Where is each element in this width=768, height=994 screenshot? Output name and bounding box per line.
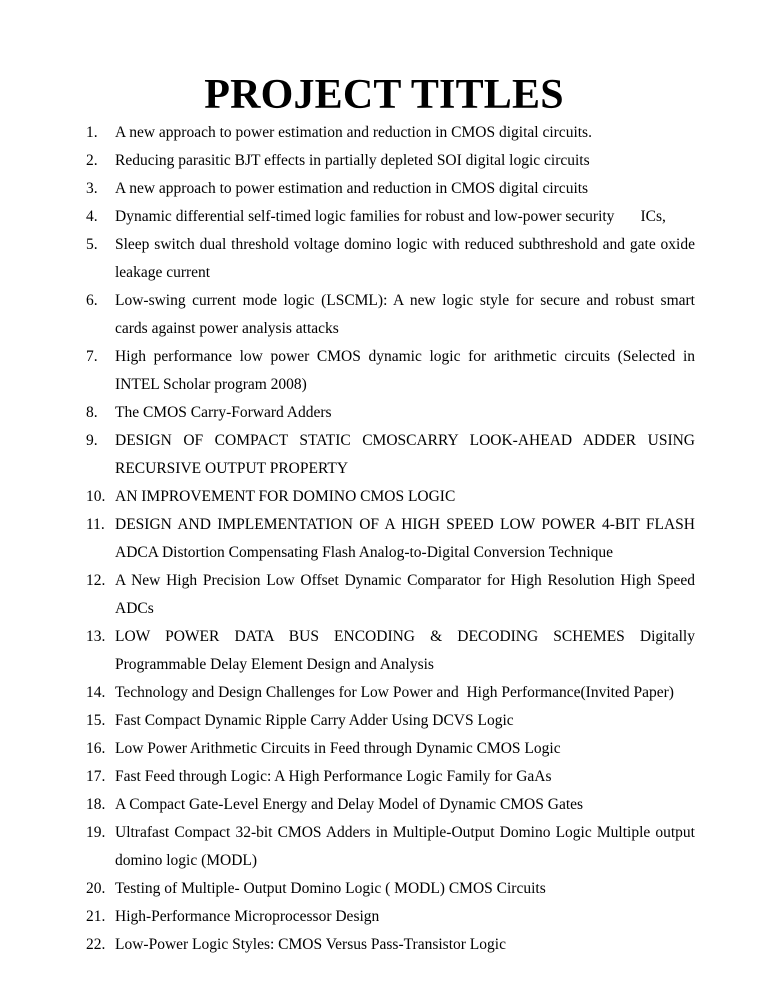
- item-number: 5.: [86, 236, 98, 253]
- item-text: A Compact Gate-Level Energy and Delay Model of Dynamic CMOS Gates: [115, 796, 584, 813]
- item-number: 8.: [86, 404, 98, 421]
- item-number: 3.: [86, 180, 98, 197]
- item-number: 20.: [86, 880, 106, 897]
- item-text: LOW POWER DATA BUS ENCODING & DECODING SCHEMES Digitally Programmable Delay Element Design and Analysis: [115, 628, 695, 673]
- list-item: [0, 679, 768, 707]
- item-number: 6.: [86, 292, 98, 309]
- item-text: Ultrafast Compact 32-bit CMOS Adders in Multiple-Output Domino Logic Multiple output domino logic (MODL): [115, 824, 695, 869]
- item-number: 11.: [86, 516, 105, 533]
- list-item: [0, 875, 768, 903]
- list-item: [0, 147, 768, 175]
- list-item: [0, 287, 768, 343]
- list-item: [0, 427, 768, 483]
- item-number: 16.: [86, 740, 106, 757]
- item-text: Technology and Design Challenges for Low Power and High Performance(Invited Paper): [115, 684, 674, 701]
- item-number: 2.: [86, 152, 98, 169]
- list-item: [0, 931, 768, 959]
- item-number: 15.: [86, 712, 106, 729]
- list-item: [0, 231, 768, 287]
- item-text: Reducing parasitic BJT effects in partially depleted SOI digital logic circuits: [115, 152, 590, 169]
- item-number: 7.: [86, 348, 98, 365]
- list-item: [0, 175, 768, 203]
- item-number: 1.: [86, 124, 98, 141]
- item-text: A new approach to power estimation and reduction in CMOS digital circuits: [115, 180, 589, 197]
- item-text: DESIGN AND IMPLEMENTATION OF A HIGH SPEED LOW POWER 4-BIT FLASH ADCA Distortion Compensating Flash Analog-to-Digital Conversion Technique: [115, 516, 695, 561]
- page-title: PROJECT TITLES: [204, 72, 564, 118]
- item-text: Fast Feed through Logic: A High Performance Logic Family for GaAs: [115, 768, 552, 785]
- item-text: Low Power Arithmetic Circuits in Feed through Dynamic CMOS Logic: [115, 740, 561, 757]
- list-item: [0, 791, 768, 819]
- item-number: 9.: [86, 432, 98, 449]
- list-item: [0, 735, 768, 763]
- item-text: AN IMPROVEMENT FOR DOMINO CMOS LOGIC: [115, 488, 456, 505]
- item-text: Low-swing current mode logic (LSCML): A new logic style for secure and robust smart cards against power analysis attacks: [115, 292, 695, 337]
- list-item: [0, 623, 768, 679]
- item-text: The CMOS Carry-Forward Adders: [115, 404, 332, 421]
- item-text: Sleep switch dual threshold voltage domino logic with reduced subthreshold and gate oxide leakage current: [115, 236, 695, 281]
- list-item: [0, 819, 768, 875]
- item-number: 12.: [86, 572, 106, 589]
- item-text: A New High Precision Low Offset Dynamic Comparator for High Resolution High Speed ADCs: [115, 572, 695, 617]
- item-text: DESIGN OF COMPACT STATIC CMOSCARRY LOOK-AHEAD ADDER USING RECURSIVE OUTPUT PROPERTY: [115, 432, 695, 477]
- item-text: A new approach to power estimation and reduction in CMOS digital circuits.: [115, 124, 592, 141]
- list-item: [0, 203, 768, 231]
- item-number: 4.: [86, 208, 98, 225]
- item-number: 13.: [86, 628, 106, 645]
- item-text: Testing of Multiple- Output Domino Logic ( MODL) CMOS Circuits: [115, 880, 546, 897]
- project-title-list: [0, 119, 768, 959]
- list-item: [0, 483, 768, 511]
- item-number: 10.: [86, 488, 106, 505]
- item-text: Low-Power Logic Styles: CMOS Versus Pass-Transistor Logic: [115, 936, 506, 953]
- list-item: [0, 119, 768, 147]
- item-text-tail: ICs,: [640, 208, 666, 225]
- item-text: High performance low power CMOS dynamic logic for arithmetic circuits (Selected in INTEL Scholar program 2008): [115, 348, 695, 393]
- list-item: [0, 903, 768, 931]
- item-number: 18.: [86, 796, 106, 813]
- item-number: 17.: [86, 768, 106, 785]
- item-text: Fast Compact Dynamic Ripple Carry Adder Using DCVS Logic: [115, 712, 514, 729]
- item-number: 21.: [86, 908, 106, 925]
- item-number: 22.: [86, 936, 106, 953]
- item-number: 19.: [86, 824, 106, 841]
- list-item: [0, 343, 768, 399]
- item-text: High-Performance Microprocessor Design: [115, 908, 380, 925]
- list-item: [0, 567, 768, 623]
- list-item: [0, 707, 768, 735]
- list-item: [0, 399, 768, 427]
- item-text: Dynamic differential self-timed logic families for robust and low-power security: [115, 208, 615, 225]
- item-text-wrapper: [115, 203, 695, 231]
- item-number: 14.: [86, 684, 106, 701]
- list-item: [0, 511, 768, 567]
- list-item: [0, 763, 768, 791]
